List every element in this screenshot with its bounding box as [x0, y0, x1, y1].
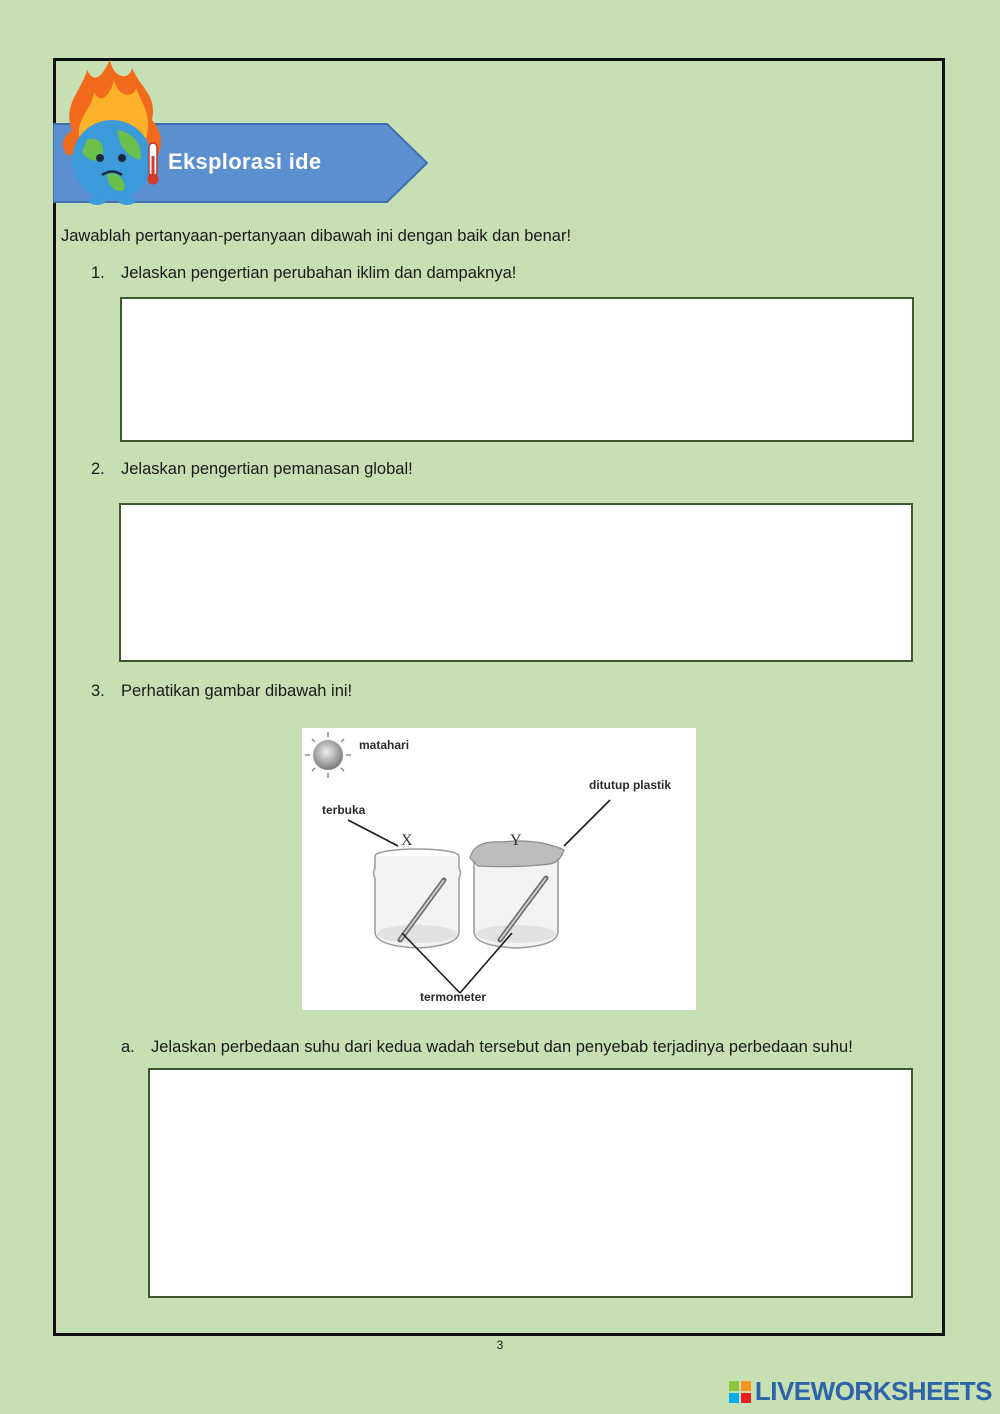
answer-box-1[interactable] — [120, 297, 914, 442]
question-text: Perhatikan gambar dibawah ini! — [121, 682, 353, 700]
label-ditutup-plastik: ditutup plastik — [589, 778, 671, 792]
thermometer-icon — [146, 142, 160, 186]
question-2 — [91, 460, 413, 479]
label-matahari: matahari — [359, 738, 410, 752]
label-jar-y: Y — [510, 832, 522, 849]
jar-y-covered — [470, 841, 564, 948]
sub-question-letter: a. — [121, 1038, 135, 1056]
label-termometer: termometer — [420, 990, 487, 1004]
answer-box-3a[interactable] — [148, 1068, 913, 1298]
question-number: 2. — [91, 460, 105, 478]
experiment-illustration — [302, 728, 696, 1010]
brand-name: LIVEWORKSHEETS — [754, 1376, 992, 1406]
instruction-text: Jawablah pertanyaan-pertanyaan dibawah ini dengan baik dan benar! — [61, 227, 572, 245]
question-text: Jelaskan pengertian perubahan iklim dan dampaknya! — [121, 264, 517, 282]
question-3 — [91, 682, 352, 701]
question-number: 3. — [91, 682, 105, 700]
jar-x-open — [374, 849, 461, 948]
section-title: Eksplorasi ide — [168, 149, 322, 174]
label-terbuka: terbuka — [322, 803, 366, 817]
liveworksheets-logo — [729, 1376, 992, 1407]
sun-icon — [305, 732, 351, 778]
question-number: 1. — [91, 264, 105, 282]
question-1 — [91, 264, 516, 283]
question-text: Jelaskan pengertian pemanasan global! — [121, 460, 413, 478]
label-jar-x: X — [401, 832, 413, 849]
liveworksheets-mark-icon — [729, 1381, 751, 1403]
page-number: 3 — [496, 1338, 504, 1352]
sub-question-text: Jelaskan perbedaan suhu dari kedua wadah tersebut dan penyebab terjadinya perbedaan suhu! — [151, 1038, 853, 1056]
answer-box-2[interactable] — [119, 503, 913, 662]
experiment-figure — [302, 728, 696, 1010]
sub-question-a — [121, 1038, 853, 1057]
